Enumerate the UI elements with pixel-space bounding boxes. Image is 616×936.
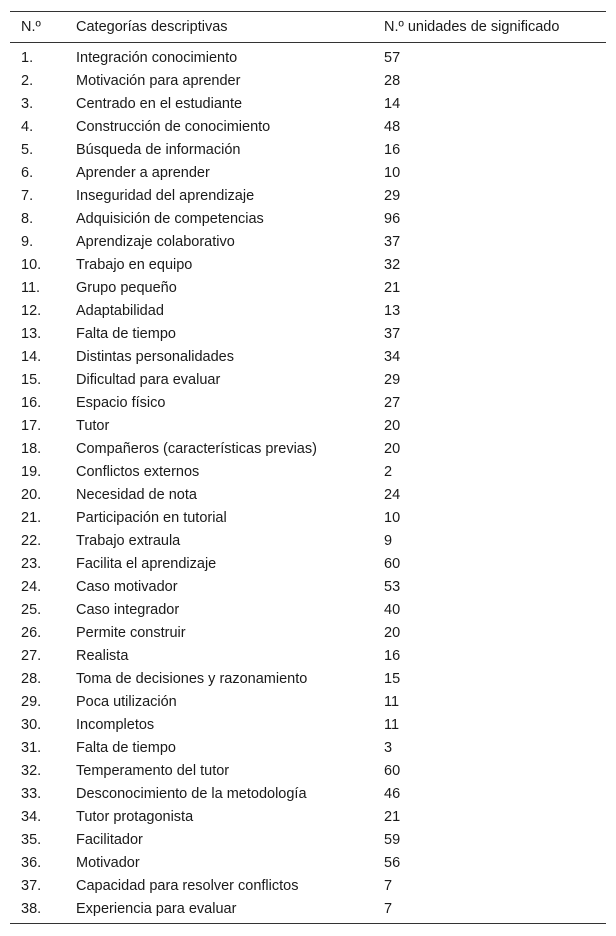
table-row — [10, 392, 606, 415]
row-category-cell: Experiencia para evaluar — [76, 901, 237, 917]
row-category-cell: Trabajo extraula — [76, 533, 181, 549]
row-category-cell: Motivación para aprender — [76, 73, 241, 89]
table-row — [10, 461, 606, 484]
row-num-cell: 20. — [21, 487, 42, 503]
row-num-cell: 4. — [21, 119, 34, 135]
row-category-cell: Inseguridad del aprendizaje — [76, 188, 255, 204]
row-units-cell: 11 — [384, 717, 400, 733]
row-units-cell: 29 — [384, 372, 401, 388]
table-row — [10, 507, 606, 530]
row-units-cell: 20 — [384, 441, 401, 457]
row-num-cell: 30. — [21, 717, 42, 733]
table-row — [10, 323, 606, 346]
row-category-cell: Necesidad de nota — [76, 487, 197, 503]
row-category-cell: Centrado en el estudiante — [76, 96, 243, 112]
row-num-cell: 31. — [21, 740, 42, 756]
table-row — [10, 438, 606, 461]
row-units-cell: 27 — [384, 395, 401, 411]
row-num-cell: 13. — [21, 326, 42, 342]
row-category-cell: Construcción de conocimiento — [76, 119, 271, 135]
row-num-cell: 35. — [21, 832, 42, 848]
row-units-cell: 20 — [384, 625, 401, 641]
row-num-cell: 23. — [21, 556, 42, 572]
row-num-cell: 33. — [21, 786, 42, 802]
table-row — [10, 829, 606, 852]
table-row — [10, 369, 606, 392]
table-row — [10, 599, 606, 622]
row-units-cell: 13 — [384, 303, 401, 319]
row-units-cell: 14 — [384, 96, 401, 112]
row-category-cell: Dificultad para evaluar — [76, 372, 221, 388]
table-row — [10, 208, 606, 231]
table-row — [10, 553, 606, 576]
row-category-cell: Motivador — [76, 855, 140, 871]
row-num-cell: 16. — [21, 395, 42, 411]
row-units-cell: 34 — [384, 349, 401, 365]
row-category-cell: Conflictos externos — [76, 464, 200, 480]
row-category-cell: Adaptabilidad — [76, 303, 164, 319]
table-row — [10, 737, 606, 760]
row-units-cell: 15 — [384, 671, 401, 687]
row-units-cell: 16 — [384, 648, 401, 664]
categories-table — [10, 11, 606, 924]
row-units-cell: 21 — [384, 280, 401, 296]
row-num-cell: 21. — [21, 510, 42, 526]
row-units-cell: 2 — [384, 464, 393, 480]
table-row — [10, 185, 606, 208]
row-units-cell: 24 — [384, 487, 401, 503]
row-num-cell: 6. — [21, 165, 34, 181]
row-category-cell: Toma de decisiones y razonamiento — [76, 671, 308, 687]
row-units-cell: 48 — [384, 119, 401, 135]
row-units-cell: 59 — [384, 832, 401, 848]
row-num-cell: 9. — [21, 234, 34, 250]
row-num-cell: 1. — [21, 50, 34, 66]
row-num-cell: 17. — [21, 418, 42, 434]
row-category-cell: Espacio físico — [76, 395, 166, 411]
row-units-cell: 7 — [384, 901, 393, 917]
table-row — [10, 415, 606, 438]
row-category-cell: Búsqueda de información — [76, 142, 241, 158]
table-row — [10, 139, 606, 162]
row-units-cell: 21 — [384, 809, 401, 825]
table-row — [10, 783, 606, 806]
row-num-cell: 34. — [21, 809, 42, 825]
row-category-cell: Distintas personalidades — [76, 349, 234, 365]
row-category-cell: Falta de tiempo — [76, 326, 176, 342]
row-num-cell: 37. — [21, 878, 42, 894]
row-category-cell: Capacidad para resolver conflictos — [76, 878, 299, 894]
row-category-cell: Adquisición de competencias — [76, 211, 264, 227]
row-num-cell: 11. — [21, 280, 41, 296]
table-body — [10, 43, 606, 924]
table-row — [10, 484, 606, 507]
row-num-cell: 29. — [21, 694, 42, 710]
table-row — [10, 691, 606, 714]
row-category-cell: Facilita el aprendizaje — [76, 556, 217, 572]
table-row — [10, 806, 606, 829]
row-category-cell: Compañeros (características previas) — [76, 441, 317, 457]
row-units-cell: 11 — [384, 694, 400, 710]
row-num-cell: 36. — [21, 855, 42, 871]
row-category-cell: Realista — [76, 648, 129, 664]
table-row — [10, 93, 606, 116]
row-num-cell: 3. — [21, 96, 34, 112]
row-category-cell: Tutor protagonista — [76, 809, 194, 825]
row-units-cell: 9 — [384, 533, 393, 549]
row-units-cell: 10 — [384, 165, 401, 181]
row-category-cell: Participación en tutorial — [76, 510, 227, 526]
row-category-cell: Aprendizaje colaborativo — [76, 234, 235, 250]
header-num: N.º — [21, 19, 41, 35]
table-row — [10, 43, 606, 71]
row-units-cell: 28 — [384, 73, 401, 89]
row-num-cell: 19. — [21, 464, 42, 480]
row-units-cell: 3 — [384, 740, 393, 756]
row-units-cell: 60 — [384, 763, 401, 779]
table-row — [10, 530, 606, 553]
row-num-cell: 38. — [21, 901, 42, 917]
row-category-cell: Falta de tiempo — [76, 740, 176, 756]
row-num-cell: 24. — [21, 579, 42, 595]
table-header — [10, 12, 606, 43]
table-row — [10, 116, 606, 139]
table-header-row — [10, 12, 606, 43]
row-num-cell: 12. — [21, 303, 42, 319]
row-units-cell: 10 — [384, 510, 401, 526]
table-row — [10, 70, 606, 93]
table-row — [10, 852, 606, 875]
row-units-cell: 40 — [384, 602, 401, 618]
header-units: N.º unidades de significado — [384, 19, 560, 35]
row-num-cell: 28. — [21, 671, 42, 687]
row-units-cell: 96 — [384, 211, 401, 227]
row-category-cell: Poca utilización — [76, 694, 177, 710]
row-category-cell: Facilitador — [76, 832, 143, 848]
table-row — [10, 714, 606, 737]
table-row — [10, 760, 606, 783]
row-units-cell: 29 — [384, 188, 401, 204]
table-row — [10, 231, 606, 254]
row-category-cell: Caso motivador — [76, 579, 178, 595]
table-row — [10, 576, 606, 599]
table-row — [10, 254, 606, 277]
row-num-cell: 27. — [21, 648, 42, 664]
row-category-cell: Temperamento del tutor — [76, 763, 230, 779]
row-units-cell: 46 — [384, 786, 401, 802]
row-category-cell: Caso integrador — [76, 602, 180, 618]
table-row — [10, 668, 606, 691]
row-num-cell: 14. — [21, 349, 42, 365]
row-num-cell: 22. — [21, 533, 42, 549]
row-category-cell: Desconocimiento de la metodología — [76, 786, 307, 802]
table-row — [10, 162, 606, 185]
table-row — [10, 346, 606, 369]
row-units-cell: 7 — [384, 878, 393, 894]
row-category-cell: Trabajo en equipo — [76, 257, 193, 273]
row-units-cell: 53 — [384, 579, 401, 595]
table-row — [10, 300, 606, 323]
table-row — [10, 622, 606, 645]
row-num-cell: 7. — [21, 188, 34, 204]
row-num-cell: 26. — [21, 625, 42, 641]
table-row — [10, 898, 606, 924]
row-units-cell: 37 — [384, 234, 401, 250]
categories-table-container — [10, 11, 606, 924]
row-units-cell: 16 — [384, 142, 401, 158]
row-num-cell: 15. — [21, 372, 42, 388]
row-category-cell: Tutor — [76, 418, 110, 434]
row-units-cell: 20 — [384, 418, 401, 434]
row-num-cell: 8. — [21, 211, 34, 227]
row-units-cell: 37 — [384, 326, 401, 342]
row-units-cell: 60 — [384, 556, 401, 572]
row-category-cell: Integración conocimiento — [76, 50, 238, 66]
row-num-cell: 32. — [21, 763, 42, 779]
table-row — [10, 645, 606, 668]
header-category: Categorías descriptivas — [76, 19, 228, 35]
row-category-cell: Aprender a aprender — [76, 165, 210, 181]
row-category-cell: Grupo pequeño — [76, 280, 177, 296]
table-row — [10, 875, 606, 898]
row-num-cell: 10. — [21, 257, 42, 273]
row-units-cell: 56 — [384, 855, 401, 871]
row-num-cell: 25. — [21, 602, 42, 618]
row-category-cell: Permite construir — [76, 625, 186, 641]
row-category-cell: Incompletos — [76, 717, 155, 733]
row-num-cell: 18. — [21, 441, 42, 457]
row-units-cell: 32 — [384, 257, 401, 273]
row-num-cell: 5. — [21, 142, 34, 158]
table-row — [10, 277, 606, 300]
row-num-cell: 2. — [21, 73, 34, 89]
row-units-cell: 57 — [384, 50, 401, 66]
